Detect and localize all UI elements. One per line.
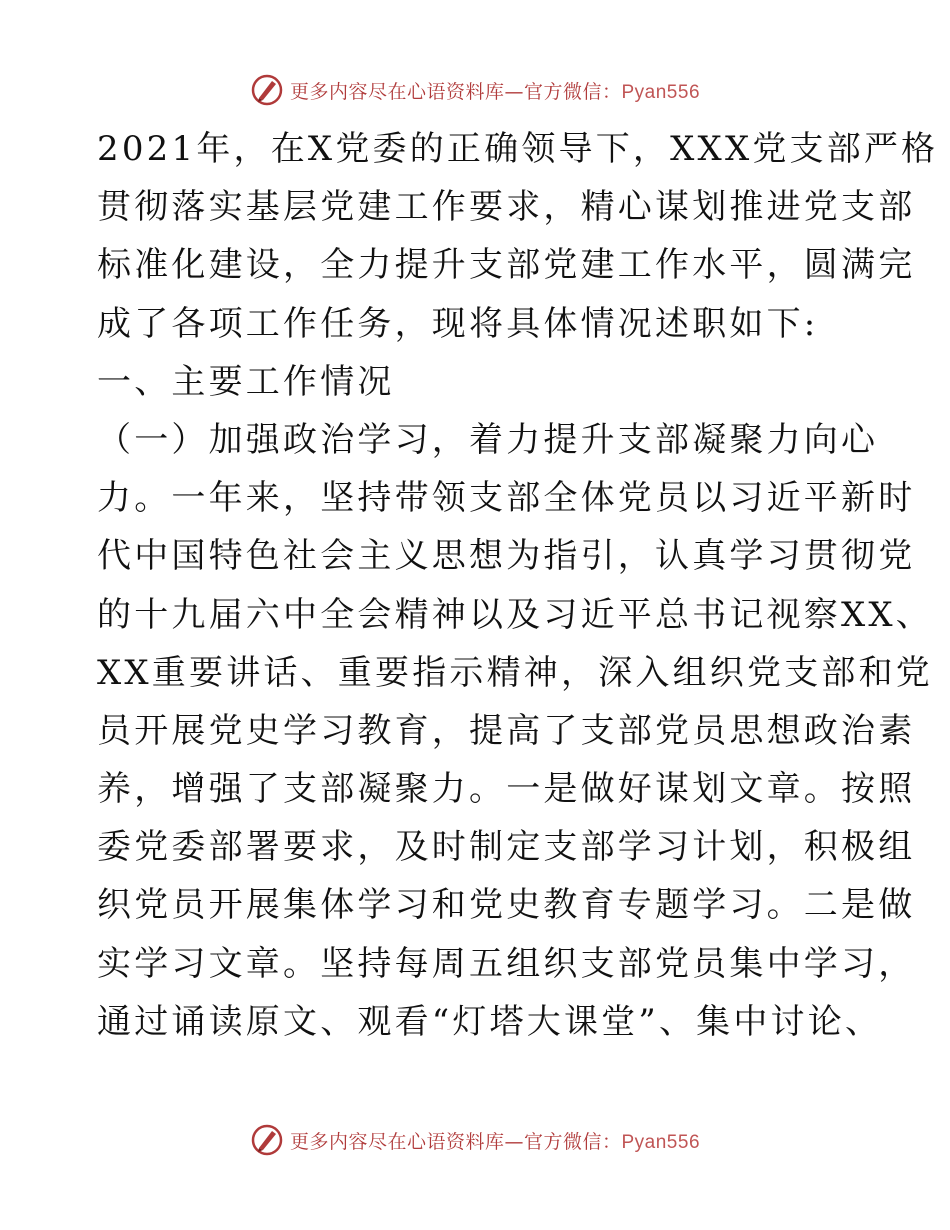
watermark-label: 官方微信：: [523, 80, 622, 103]
body-line: 织党员开展集体学习和党史教育专题学习。二是做: [97, 885, 916, 926]
body-line: 力。一年来，坚持带领支部全体党员以习近平新时: [97, 478, 916, 519]
body-line: XX重要讲话、重要指示精神，深入组织党支部和党: [97, 652, 934, 693]
body-line: 标准化建设，全力提升支部党建工作水平，圆满完: [97, 245, 916, 286]
watermark-main-text: 更多内容尽在心语资料库: [289, 1130, 505, 1153]
body-line: 的十九届六中全会精神以及习近平总书记视察XX、: [97, 594, 934, 635]
watermark-banner-bottom: [0, 1120, 950, 1160]
body-line: 通过诵读原文、观看“灯塔大课堂”、集中讨论、: [97, 1001, 883, 1042]
watermark-label: 官方微信：: [523, 1130, 622, 1153]
body-line: 贯彻落实基层党建工作要求，精心谋划推进党支部: [97, 187, 916, 228]
watermark-text: [290, 77, 700, 104]
subsection-heading-line: （一）加强政治学习，着力提升支部凝聚力向心: [97, 419, 879, 460]
watermark-handle: Pyan556: [621, 81, 701, 103]
watermark-separator: —: [504, 80, 524, 103]
body-line: 2021年，在X党委的正确领导下，XXX党支部严格: [97, 129, 939, 169]
body-line: 委党委部署要求，及时制定支部学习计划，积极组: [97, 827, 916, 868]
pen-logo-icon: [250, 1123, 284, 1157]
watermark-banner-top: [0, 70, 950, 110]
section-heading: 一、主要工作情况: [97, 361, 395, 402]
watermark-handle: Pyan556: [621, 1131, 701, 1153]
pen-logo-icon: [250, 73, 284, 107]
watermark-separator: —: [504, 1130, 524, 1153]
body-line: 代中国特色社会主义思想为指引，认真学习贯彻党: [97, 536, 916, 577]
body-line: 养，增强了支部凝聚力。一是做好谋划文章。按照: [97, 769, 916, 810]
document-body: [97, 120, 939, 1051]
watermark-text: [290, 1127, 700, 1154]
body-line: 员开展党史学习教育，提高了支部党员思想政治素: [97, 710, 916, 751]
body-line: 成了各项工作任务，现将具体情况述职如下:: [97, 303, 819, 344]
body-line: 实学习文章。坚持每周五组织支部党员集中学习，: [97, 943, 916, 984]
watermark-main-text: 更多内容尽在心语资料库: [289, 80, 505, 103]
